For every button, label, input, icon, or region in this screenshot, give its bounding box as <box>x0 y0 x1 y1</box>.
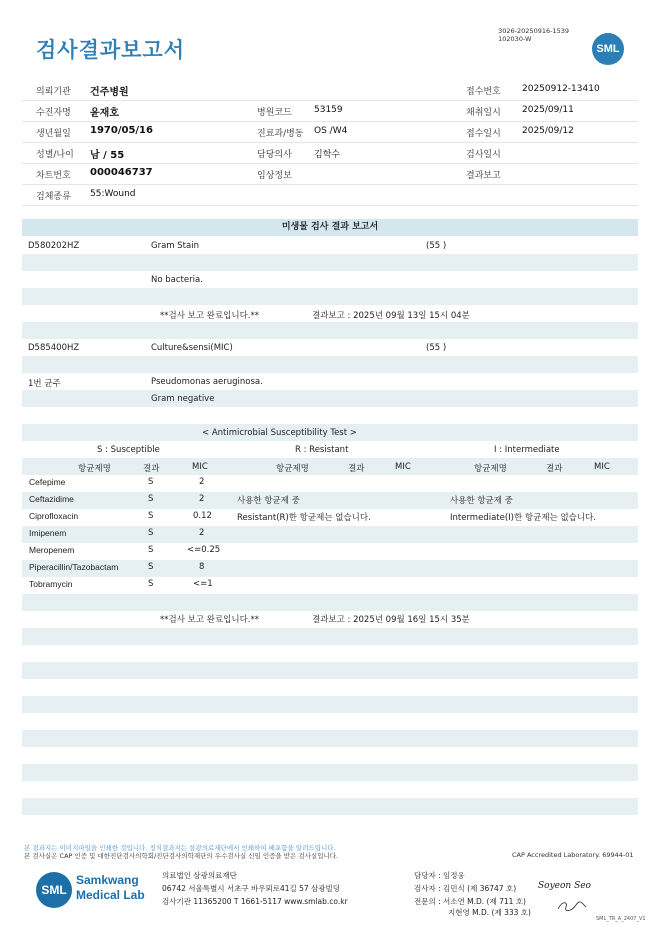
dept-value: OS /W4 <box>314 126 348 136</box>
stripe <box>22 390 638 407</box>
drug-mic: 8 <box>199 562 205 572</box>
footer-manager: 담당자 : 임정웅 <box>414 871 465 880</box>
specimen-label: 검체종류 <box>36 192 71 202</box>
page-title: 검사결과보고서 <box>36 38 186 62</box>
drug-mic: 2 <box>199 477 205 487</box>
sml-logo: SML <box>592 33 624 65</box>
footer-cert: 본 검사실은 CAP 인증 및 대한진단검사의학회/진단검사의학재단의 우수검사실 신임 인증을 받은 검사실입니다. <box>24 852 339 860</box>
drug-name: Tobramycin <box>29 579 73 589</box>
drug-name: Cefepime <box>29 477 66 487</box>
specimen-value: 55:Wound <box>90 189 136 199</box>
cap-accreditation: CAP Accredited Laboratory. 69944-01 <box>512 851 634 859</box>
header-row-5 <box>22 164 638 185</box>
logo-line-2: Medical Lab <box>76 888 145 902</box>
drug-name: Imipenem <box>29 528 67 538</box>
header-row-3 <box>22 122 638 143</box>
collect-date-value: 2025/09/11 <box>522 105 574 115</box>
ast-title: < Antimicrobial Susceptibility Test > <box>202 428 357 438</box>
header-row-4 <box>22 143 638 164</box>
test1-specimen: (55 ) <box>426 241 447 251</box>
drug-name: Ceftazidime <box>29 494 74 504</box>
col-drug: 항균제명 <box>474 464 507 474</box>
stripe <box>22 764 638 781</box>
section-title: 미생물 검사 결과 보고서 <box>22 219 638 236</box>
samkwang-logo-text <box>76 873 145 903</box>
note-used-i: 사용한 항균제 중 <box>450 496 513 506</box>
drug-mic: 2 <box>199 494 205 504</box>
stripe <box>22 254 638 271</box>
samkwang-logo-icon: SML <box>36 872 72 908</box>
col-result: 결과 <box>143 464 160 474</box>
footer-address: 06742 서울특별시 서초구 바우뫼로41길 57 삼광빌딩 <box>162 884 341 893</box>
test2-code: D585400HZ <box>28 343 80 353</box>
stripe <box>22 730 638 747</box>
dob-value: 1970/05/16 <box>90 125 153 136</box>
patient-value: 윤재호 <box>90 108 119 119</box>
drug-result: S <box>148 562 154 572</box>
doctor-value: 김학수 <box>314 150 341 160</box>
chart-label: 차트번호 <box>36 171 71 181</box>
col-drug: 항균제명 <box>78 464 111 474</box>
drug-name: Piperacillin/Tazobactam <box>29 562 119 572</box>
hospital-code-value: 53159 <box>314 105 343 115</box>
organism-label: 1번 균주 <box>28 379 61 389</box>
hospital-code-label: 병원코드 <box>257 108 292 118</box>
drug-mic: 0.12 <box>193 511 212 521</box>
note-resistant: Resistant(R)한 항균제는 없습니다. <box>237 513 371 523</box>
col-drug: 항균제명 <box>276 464 309 474</box>
receipt-no-value: 20250912-13410 <box>522 84 600 94</box>
stripe <box>22 526 638 543</box>
header-row-2 <box>22 101 638 122</box>
footer-contact: 검사기관 11365200 T 1661-5117 www.smlab.co.kr <box>162 897 348 906</box>
test1-result: No bacteria. <box>151 275 203 285</box>
stripe <box>22 594 638 611</box>
col-mic: MIC <box>594 462 610 472</box>
drug-mic: 2 <box>199 528 205 538</box>
drug-result: S <box>148 528 154 538</box>
stripe <box>22 798 638 815</box>
collect-date-label: 채취일시 <box>466 108 501 118</box>
test1-name: Gram Stain <box>151 241 199 251</box>
report2-time: 결과보고 : 2025년 09월 16일 15시 35분 <box>312 615 470 625</box>
footer-warning: 본 결과지는 이미지파일을 인쇄한 것입니다. 정식결과지는 삼광의료재단에서 인쇄하여 배포함을 알려드립니다. <box>24 844 336 852</box>
logo-line-1: Samkwang <box>76 873 139 887</box>
stripe <box>22 492 638 509</box>
report1-time: 결과보고 : 2025년 09월 13일 15시 04분 <box>312 311 470 321</box>
report-label: 결과보고 <box>466 171 501 181</box>
report1-done: **검사 보고 완료입니다.** <box>160 311 260 321</box>
receipt-date-label: 접수일시 <box>466 129 501 139</box>
signature-2 <box>556 899 588 913</box>
clinical-label: 임상정보 <box>257 171 292 181</box>
document-code-line-1: 3026-20250916-1539 <box>498 27 569 35</box>
drug-result: S <box>148 494 154 504</box>
drug-name: Ciprofloxacin <box>29 511 79 521</box>
drug-mic: <=1 <box>193 579 213 589</box>
dept-label: 진료과/병동 <box>257 129 304 139</box>
receipt-date-value: 2025/09/12 <box>522 126 574 136</box>
stripe <box>22 628 638 645</box>
sex-age-value: 남 / 55 <box>90 150 125 161</box>
col-result: 결과 <box>348 464 365 474</box>
legend-susceptible: S : Susceptible <box>97 445 160 455</box>
footer-tester: 검사자 : 김민식 (제 36747 호) <box>414 884 517 893</box>
signature-1: Soyeon Seo <box>538 881 591 891</box>
test-date-label: 검사일시 <box>466 150 501 160</box>
drug-result: S <box>148 579 154 589</box>
note-intermediate: Intermediate(I)한 항균제는 없습니다. <box>450 513 596 523</box>
col-mic: MIC <box>395 462 411 472</box>
drug-mic: <=0.25 <box>187 545 221 555</box>
legend-resistant: R : Resistant <box>295 445 349 455</box>
footer-specialist: 전문의 : 서소연 M.D. (제 711 호) <box>414 897 526 906</box>
institution-value: 건주병원 <box>90 87 129 98</box>
report2-done: **검사 보고 완료입니다.** <box>160 615 260 625</box>
receipt-no-label: 접수번호 <box>466 87 501 97</box>
doctor-label: 담당의사 <box>257 150 292 160</box>
stripe <box>22 288 638 305</box>
col-result: 결과 <box>546 464 563 474</box>
form-code: SML_TR_A_2407_V1 <box>596 916 646 922</box>
sex-age-label: 성별/나이 <box>36 150 74 160</box>
drug-result: S <box>148 477 154 487</box>
test2-specimen: (55 ) <box>426 343 447 353</box>
legend-intermediate: I : Intermediate <box>494 445 560 455</box>
col-mic: MIC <box>192 462 208 472</box>
footer-org: 의료법인 삼광의료재단 <box>162 871 237 880</box>
header-row-1 <box>22 80 638 101</box>
document-code-line-2: 102030-W <box>498 35 532 43</box>
test1-code: D580202HZ <box>28 241 80 251</box>
organism-gram: Gram negative <box>151 394 215 404</box>
stripe <box>22 662 638 679</box>
test2-name: Culture&sensi(MIC) <box>151 343 233 353</box>
drug-result: S <box>148 545 154 555</box>
footer-specialist-2: 지현영 M.D. (제 333 호) <box>448 908 531 917</box>
patient-label: 수진자명 <box>36 108 71 118</box>
header-row-6 <box>22 185 638 206</box>
drug-result: S <box>148 511 154 521</box>
stripe <box>22 322 638 339</box>
document-code <box>498 27 569 43</box>
institution-label: 의뢰기관 <box>36 87 71 97</box>
organism-name: Pseudomonas aeruginosa. <box>151 377 263 387</box>
dob-label: 생년월일 <box>36 129 71 139</box>
drug-name: Meropenem <box>29 545 75 555</box>
chart-value: 000046737 <box>90 167 153 178</box>
stripe <box>22 356 638 373</box>
note-used-r: 사용한 항균제 중 <box>237 496 300 506</box>
stripe <box>22 696 638 713</box>
